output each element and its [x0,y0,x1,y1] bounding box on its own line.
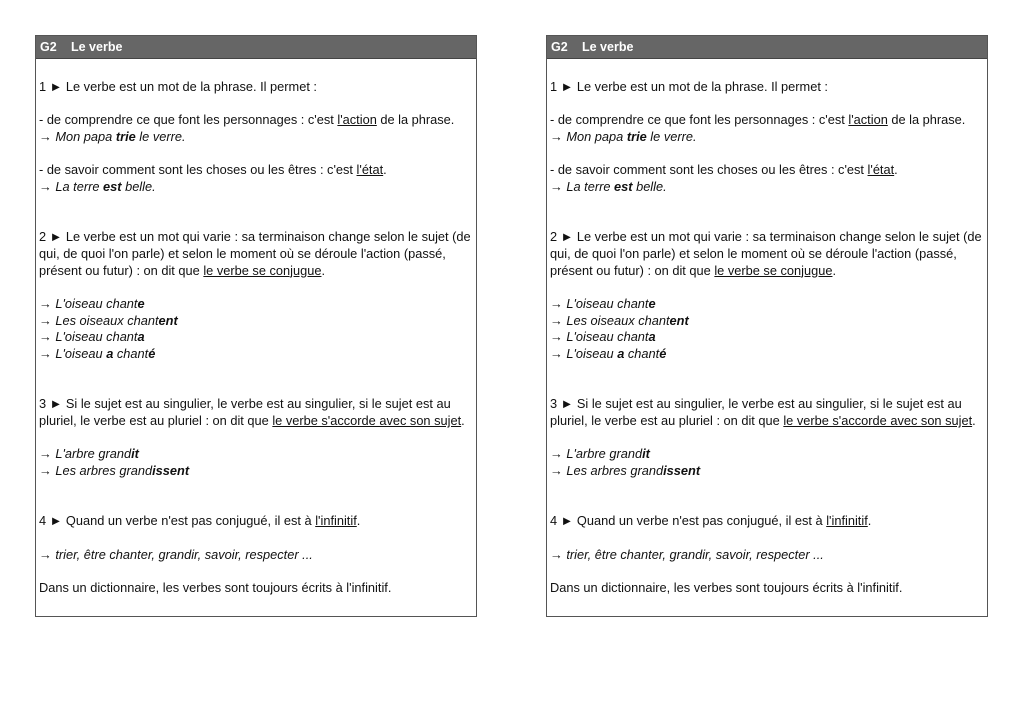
section-1-intro: 1 ► Le verbe est un mot de la phrase. Il permet : [39,79,317,94]
underlined-term: le verbe se conjugue [203,262,322,278]
underlined-term: l'action [848,112,888,128]
example [550,329,983,346]
dictionary-note: Dans un dictionnaire, les verbes sont toujours écrits à l'infinitif. [39,579,392,595]
underlined-term: le verbe s'accorde avec son sujet [783,412,973,428]
text: 3 ► Si le sujet est au singulier, le verbe est au singulier, si le sujet est au pluriel, le verbe est au pluriel : on dit que [550,396,962,428]
text: 4 ► Quand un verbe n'est pas conjugué, il est à [550,513,827,529]
example [550,129,983,146]
text: → L'oiseau [39,346,107,362]
lesson-code: G2 [40,40,57,54]
bold-ending: é [659,346,667,362]
example-list: → trier, être chanter, grandir, savoir, respecter ... [550,546,824,562]
example [39,329,472,346]
text: - de savoir comment sont les choses ou les êtres : c'est [550,162,868,178]
text: . [972,412,976,428]
text: - de comprendre ce que font les personnages : c'est [39,112,338,128]
section-3-text [39,396,472,429]
text: . [894,162,898,178]
text: → Les oiseaux chant [550,312,670,328]
section-1-state [39,162,472,179]
example [550,446,983,463]
section-2-text [39,229,472,279]
bold-ending: it [642,446,650,462]
text: → L'arbre grand [550,446,643,462]
example [550,313,983,330]
lesson-card-left [35,35,477,617]
text: chant [624,346,660,362]
bold-ending: it [131,446,139,462]
card-header [36,36,476,59]
bold-verb: est [103,179,122,195]
example-list: → trier, être chanter, grandir, savoir, respecter ... [39,546,313,562]
section-1-action [39,112,472,129]
text: → La terre [550,179,615,195]
bold-verb: trie [626,129,647,145]
text: le verre. [135,129,186,145]
text: - de savoir comment sont les choses ou les êtres : c'est [39,162,357,178]
bold-ending: ent [669,312,689,328]
section-1-action [550,112,983,129]
bold-ending: ent [158,312,178,328]
bold-auxiliary: a [617,346,625,362]
text: → Mon papa [39,129,116,145]
bold-ending: é [148,346,156,362]
section-4-text [39,513,472,530]
underlined-term: l'infinitif [826,513,868,529]
text: belle. [121,179,156,195]
section-4-text [550,513,983,530]
underlined-term: l'état [356,162,384,178]
text: 2 ► Le verbe est un mot qui varie : sa terminaison change selon le sujet (de qui, de quoi l'on parle) et selon le moment où se déroule l'action (passé, présent ou futur) : on dit que [550,229,982,278]
text: → Mon papa [550,129,627,145]
text: → La terre [39,179,104,195]
text: → Les oiseaux chant [39,312,159,328]
bold-ending: a [648,329,656,345]
card-body [547,59,987,597]
example [39,463,472,480]
text: de la phrase. [887,112,966,128]
bold-ending: issent [663,463,701,479]
lesson-title: Le verbe [582,40,634,54]
example [550,296,983,313]
underlined-term: l'infinitif [315,513,357,529]
example [39,296,472,313]
text: . [321,262,326,278]
bold-verb: est [614,179,633,195]
bold-ending: a [137,329,145,345]
example [550,179,983,196]
example [39,313,472,330]
bold-ending: e [648,296,656,312]
text: → L'arbre grand [39,446,132,462]
text: 2 ► Le verbe est un mot qui varie : sa terminaison change selon le sujet (de qui, de quoi l'on parle) et selon le moment où se déroule l'action (passé, présent ou futur) : on dit que [39,229,471,278]
dictionary-note: Dans un dictionnaire, les verbes sont toujours écrits à l'infinitif. [550,579,903,595]
text: de la phrase. [376,112,455,128]
lesson-title: Le verbe [71,40,123,54]
text: 3 ► Si le sujet est au singulier, le verbe est au singulier, si le sujet est au pluriel, le verbe est au pluriel : on dit que [39,396,451,428]
bold-auxiliary: a [106,346,114,362]
bold-verb: trie [115,129,136,145]
underlined-term: le verbe se conjugue [714,262,833,278]
text: → L'oiseau chant [39,296,138,312]
underlined-term: le verbe s'accorde avec son sujet [272,412,462,428]
text: . [356,513,361,529]
bold-ending: issent [152,463,190,479]
section-1-intro: 1 ► Le verbe est un mot de la phrase. Il permet : [550,79,828,94]
card-header [547,36,987,59]
text: → L'oiseau chant [550,296,649,312]
underlined-term: l'état [867,162,895,178]
text: → Les arbres grand [39,463,153,479]
text: . [383,162,387,178]
lesson-code: G2 [551,40,568,54]
text: chant [113,346,149,362]
section-1-state [550,162,983,179]
text: 4 ► Quand un verbe n'est pas conjugué, il est à [39,513,316,529]
example [39,129,472,146]
text: . [461,412,465,428]
text: . [832,262,837,278]
section-2-text [550,229,983,279]
text: → Les arbres grand [550,463,664,479]
text: → L'oiseau chant [39,329,138,345]
text: le verre. [646,129,697,145]
bold-ending: e [137,296,145,312]
underlined-term: l'action [337,112,377,128]
lesson-card-right [546,35,988,617]
text: belle. [632,179,667,195]
example [550,463,983,480]
text: → L'oiseau chant [550,329,649,345]
text: - de comprendre ce que font les personnages : c'est [550,112,849,128]
example [39,346,472,363]
section-3-text [550,396,983,429]
example [39,446,472,463]
card-body [36,59,476,597]
text: → L'oiseau [550,346,618,362]
example [39,179,472,196]
example [550,346,983,363]
text: . [867,513,872,529]
